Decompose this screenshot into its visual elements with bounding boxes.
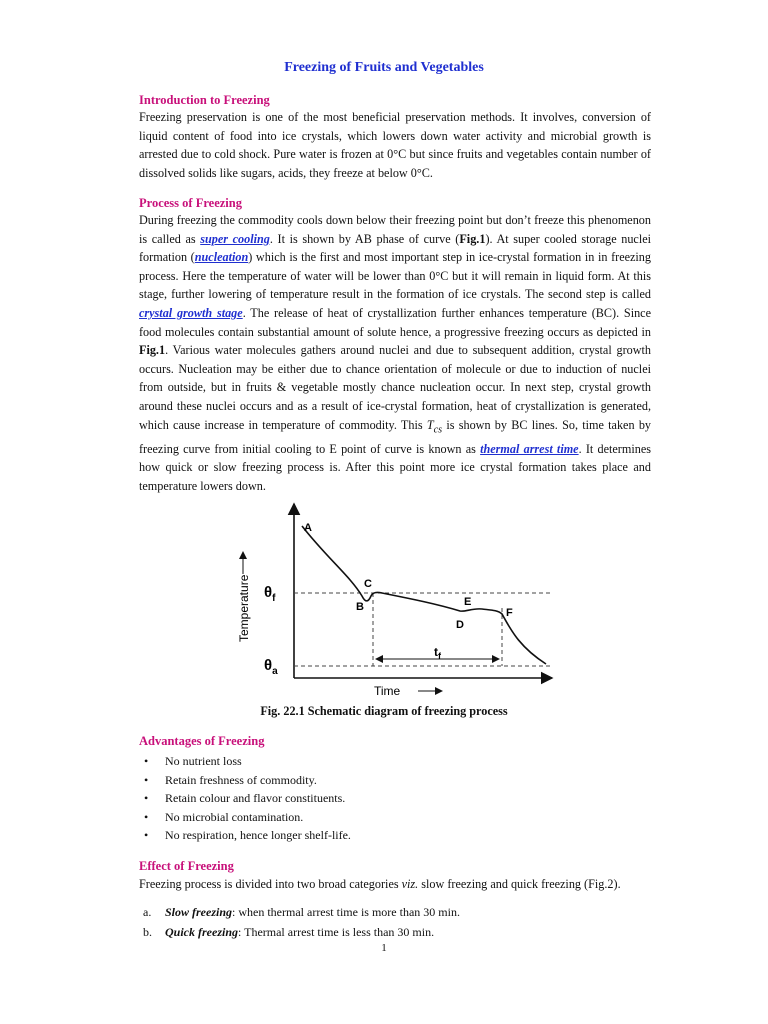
point-e-label: E <box>464 596 472 608</box>
y-axis-label: Temperature <box>237 574 251 642</box>
process-paragraph: During freezing the commodity cools down below their freezing point but don’t freeze this phenomenon is called as super cooling. It is shown by AB phase of curve (Fig.1). At super cooled storage nuclei formation (nucleation) which is the first and most important step in ice-crystal formation in in freezing process. Here the temperature of water will be lower than 0°C but it will remain in liquid form. At this stage, further lowering of temperature result in the formation of ice crystals. The second step is called crystal growth stage. The release of heat of crystallization further enhances temperature (BC). Since food molecules contain substantial amount of solute hence, a progressive freezing occurs as depicted in Fig.1. Various water molecules gathers around nuclei and due to subsequent addition, crystal growth occurs. Nucleation may be either due to chance orientation of molecule or due to induction of nuclei from outside, but in fruits & vegetable mostly chance nucleation occur. In next step, crystal growth around these nuclei occurs and as a result of ice-crystal formation, heat of crystallization is generated, which cause increase in temperature of commodity. This $T_{cs}$ is shown by BC lines. So, time taken by freezing curve from initial cooling to E point of curve is known as thermal arrest time. It determines how quick or slow freezing process is. After this point more ice crystal formation takes place and temperature lowers down. <box>139 213 652 493</box>
list-item: • Retain freshness of commodity. <box>139 771 351 790</box>
advantages-list <box>139 752 351 845</box>
list-item: • No microbial contamination. <box>139 808 351 827</box>
figure-caption: Fig. 22.1 Schematic diagram of freezing process <box>260 704 508 718</box>
term-nucleation: nucleation <box>194 250 249 265</box>
freezing-curve-diagram <box>232 496 556 702</box>
list-item: • No nutrient loss <box>139 752 351 771</box>
term-super-cooling: super cooling <box>200 231 270 246</box>
tf-label: $t_f$ <box>434 645 441 661</box>
advantages-heading: Advantages of Freezing <box>139 734 265 748</box>
freezing-curve <box>302 526 546 664</box>
page-number: 1 <box>381 942 387 954</box>
term-thermal-arrest-time: thermal arrest time <box>480 441 579 456</box>
effect-paragraph: Freezing process is divided into two broad categories viz. slow freezing and quick freezing (Fig.2). <box>139 877 621 891</box>
x-axis-label: Time <box>374 684 401 698</box>
theta-a-label: $\theta_a$ <box>264 657 278 677</box>
intro-paragraph: Freezing preservation is one of the most beneficial preservation methods. It involves, conversion of liquid content of food into ice crystals, which lowers down water activity and microbial growth is arrested due to cold shock. Pure water is frozen at 0°C but since fruits and vegetables contain number of dissolved solids like sugars, acids, they freeze at below 0°C. <box>139 110 651 180</box>
freezing-types-list <box>139 902 460 942</box>
effect-heading: Effect of Freezing <box>139 859 234 873</box>
process-heading: Process of Freezing <box>139 196 242 210</box>
point-c-label: C <box>364 578 372 590</box>
point-a-label: A <box>304 522 312 534</box>
list-item: b. Quick freezing: Thermal arrest time is less than 30 min. <box>143 925 435 939</box>
theta-f-label: $\theta_f$ <box>264 584 276 604</box>
list-item: • No respiration, hence longer shelf-life. <box>139 826 351 845</box>
list-item: a. Slow freezing: when thermal arrest time is more than 30 min. <box>143 905 460 919</box>
list-item: • Retain colour and flavor constituents. <box>139 789 351 808</box>
document-title: Freezing of Fruits and Vegetables <box>284 60 484 75</box>
point-f-label: F <box>506 607 513 619</box>
point-b-label: B <box>356 601 364 613</box>
point-d-label: D <box>456 619 464 631</box>
intro-heading: Introduction to Freezing <box>139 93 270 107</box>
term-crystal-growth-stage: crystal growth stage <box>139 305 243 320</box>
